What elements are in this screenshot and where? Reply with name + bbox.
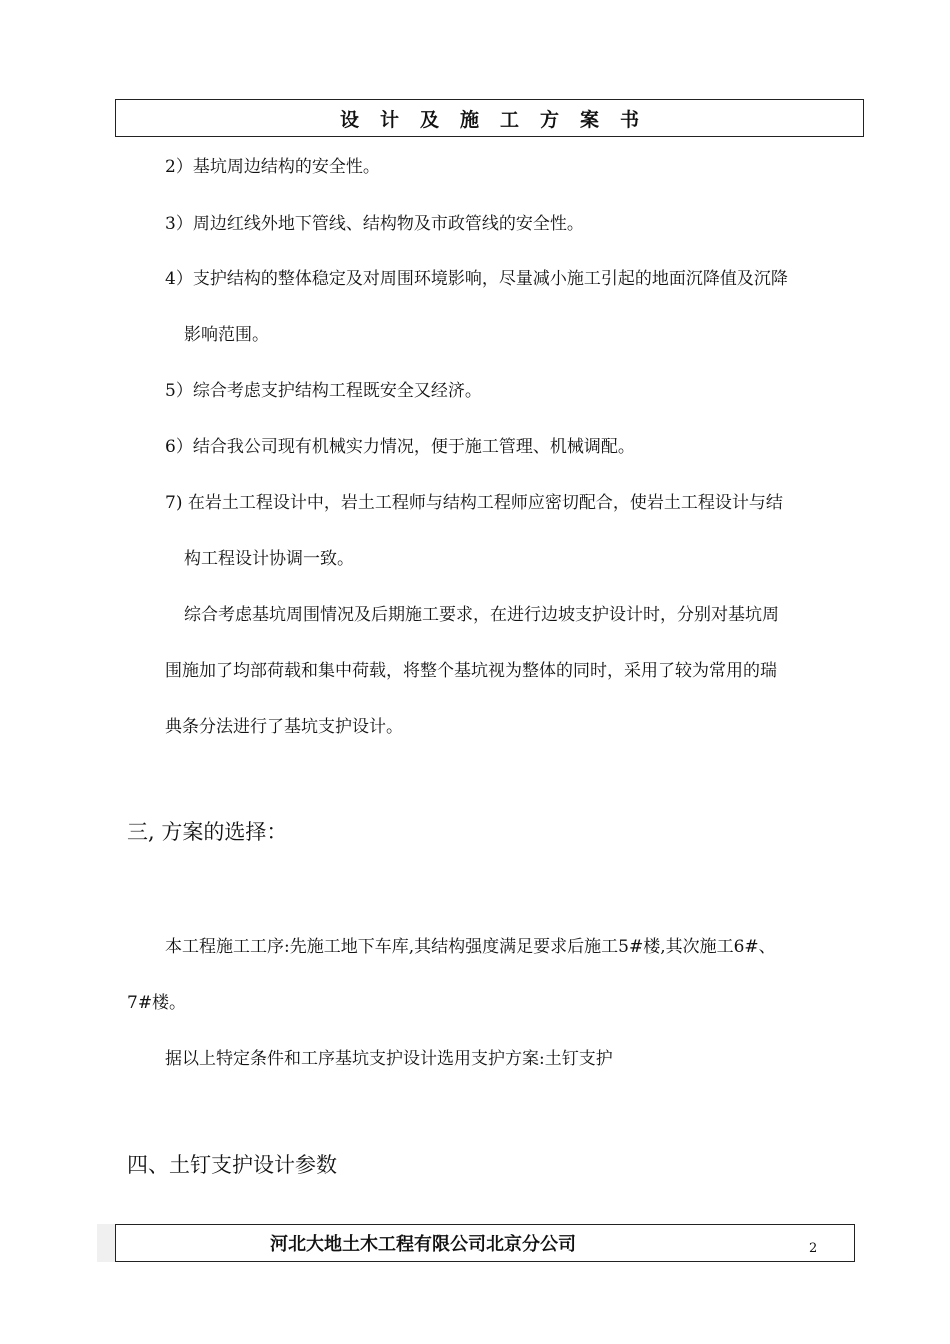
list-item: 6）结合我公司现有机械实力情况，便于施工管理、机械调配。: [165, 437, 635, 457]
document-header: [115, 99, 864, 137]
page-number: 2: [809, 1241, 818, 1256]
summary-line: 典条分法进行了基坑支护设计。: [165, 717, 403, 737]
list-item-continuation: 构工程设计协调一致。: [184, 549, 354, 569]
list-item: 7) 在岩土工程设计中，岩土工程师与结构工程师应密切配合，使岩土工程设计与结: [165, 493, 783, 513]
list-item: 3）周边红线外地下管线、结构物及市政管线的安全性。: [165, 214, 584, 234]
footer-company-name: 河北大地土木工程有限公司北京分公司: [270, 1234, 576, 1255]
footer-shade: [97, 1224, 115, 1262]
summary-line: 围施加了均部荷载和集中荷载，将整个基坑视为整体的同时，采用了较为常用的瑞: [165, 661, 777, 681]
list-item: 5）综合考虑支护结构工程既安全又经济。: [165, 381, 482, 401]
document-title: 设计及施工方案书: [339, 108, 660, 131]
section-heading: 四、土钉支护设计参数: [127, 1153, 337, 1177]
paragraph-line: 本工程施工工序:先施工地下车库,其结构强度满足要求后施工5#楼,其次施工6#、: [165, 937, 776, 957]
list-item-continuation: 影响范围。: [184, 325, 269, 345]
paragraph-line: 据以上特定条件和工序基坑支护设计选用支护方案:土钉支护: [165, 1049, 613, 1069]
list-item: 4）支护结构的整体稳定及对周围环境影响，尽量减小施工引起的地面沉降值及沉降: [165, 269, 788, 289]
summary-line: 综合考虑基坑周围情况及后期施工要求，在进行边坡支护设计时，分别对基坑周: [184, 605, 779, 625]
list-item: 2）基坑周边结构的安全性。: [165, 157, 380, 177]
paragraph-line: 7#楼。: [127, 993, 187, 1013]
section-heading: 三, 方案的选择：: [127, 820, 288, 844]
